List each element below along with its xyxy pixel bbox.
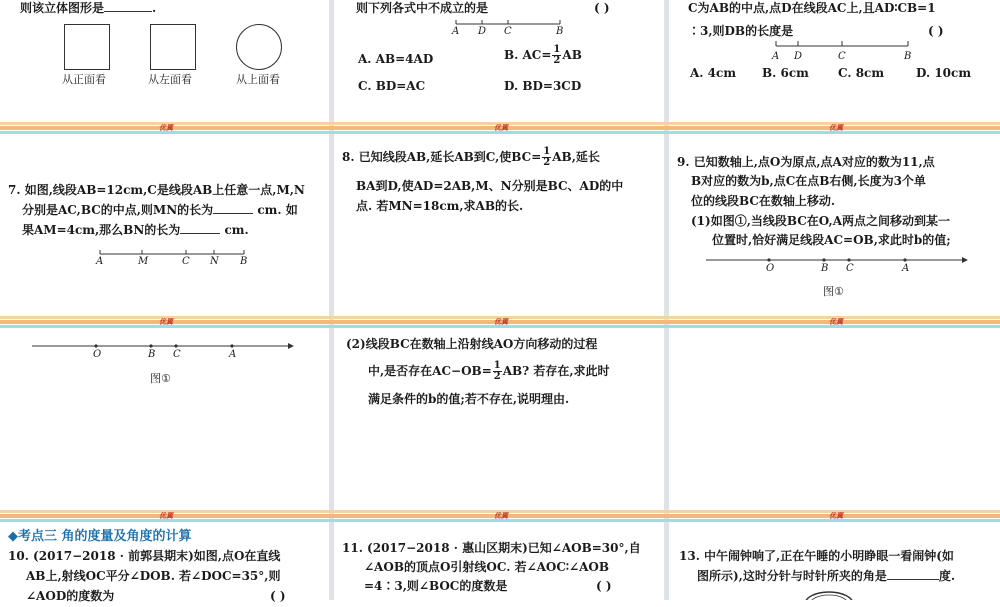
- logo: 优翼: [494, 124, 508, 132]
- q7-line: 果AM=4cm,那么BN的长为 cm.: [22, 223, 249, 237]
- answer-paren: ( ): [928, 24, 944, 38]
- figure-caption: 图①: [150, 372, 171, 385]
- q10-line: ∠AOD的度数为: [26, 589, 115, 603]
- point-label: B: [904, 51, 912, 62]
- point-label: C: [182, 256, 190, 267]
- point-label: A: [902, 263, 910, 274]
- point-label: B: [821, 263, 829, 274]
- top-view-circle: [236, 24, 282, 70]
- logo: 优翼: [159, 124, 173, 132]
- logo: 优翼: [829, 512, 843, 520]
- q10-line: 10. (2017−2018 · 前郭县期末)如图,点O在直线: [8, 549, 281, 563]
- option-b[interactable]: B. AC= $\frac{1}{2}$ AB: [504, 44, 582, 66]
- question-text: C为AB的中点,点D在线段AC上,且AD∶CB=1: [688, 1, 936, 15]
- point-label: A: [229, 349, 237, 360]
- q9-line: B对应的数为b,点C在点B右侧,长度为3个单: [691, 174, 926, 188]
- view-caption: 从上面看: [236, 73, 280, 86]
- point-label: D: [478, 26, 487, 37]
- q8-line: BA到D,使AD=2AB,M、N分别是BC、AD的中: [356, 179, 624, 193]
- row-divider: [0, 510, 1000, 522]
- logo: 优翼: [159, 318, 173, 326]
- point-label: N: [210, 256, 219, 267]
- logo: 优翼: [494, 512, 508, 520]
- q9-line: (1)如图①,当线段BC在O,A两点之间移动到某一: [691, 214, 951, 228]
- q9-part2-line: 中,是否存在AC−OB= $\frac{1}{2}$ AB? 若存在,求此时: [368, 360, 610, 382]
- segment-diagram: [96, 248, 248, 258]
- q13-line: 图所示),这时分针与时针所夹的角是 度.: [697, 569, 956, 583]
- row-divider: [0, 316, 1000, 328]
- option-a[interactable]: A. 4cm: [690, 66, 737, 80]
- view-caption: 从左面看: [148, 73, 192, 86]
- q9-part2-line: (2)线段BC在数轴上沿射线AO方向移动的过程: [346, 337, 598, 351]
- point-label: D: [794, 51, 803, 62]
- point-label: B: [240, 256, 248, 267]
- q9-line: 位的线段BC在数轴上移动.: [691, 194, 836, 208]
- logo: 优翼: [159, 512, 173, 520]
- segment-diagram: [772, 38, 912, 52]
- point-label: C: [504, 26, 512, 37]
- q11-line: ∠AOB的顶点O引射线OC. 若∠AOC∶∠AOB: [364, 560, 610, 574]
- side-view-square: [150, 24, 196, 70]
- q11-line: =4∶3,则∠BOC的度数是: [364, 579, 508, 593]
- answer-paren: ( ): [270, 589, 286, 603]
- q7-line: 分别是AC,BC的中点,则MN的长为 cm. 如: [22, 203, 298, 217]
- q8-line: 点. 若MN=18cm,求AB的长.: [356, 199, 524, 213]
- number-line: [32, 340, 294, 352]
- option-b[interactable]: B. 6cm: [762, 66, 809, 80]
- answer-paren: ( ): [594, 1, 610, 15]
- q13-line: 13. 中午闹钟响了,正在午睡的小明睁眼一看闹钟(如: [679, 549, 954, 563]
- q9-line: 位置时,恰好满足线段AC=OB,求此时b的值;: [712, 233, 951, 247]
- view-caption: 从正面看: [62, 73, 106, 86]
- point-label: A: [96, 256, 104, 267]
- option-a[interactable]: A. AB=4AD: [358, 52, 434, 66]
- row-divider: [0, 122, 1000, 134]
- point-label: B: [556, 26, 564, 37]
- logo: 优翼: [494, 318, 508, 326]
- option-c[interactable]: C. 8cm: [838, 66, 885, 80]
- section-heading: ◆考点三 角的度量及角度的计算: [8, 529, 192, 544]
- question-text: 则下列各式中不成立的是: [356, 1, 489, 15]
- point-label: O: [93, 349, 102, 360]
- point-label: A: [772, 51, 780, 62]
- question-text: 则该立体图形是 .: [20, 1, 157, 15]
- point-label: A: [452, 26, 460, 37]
- point-label: C: [838, 51, 846, 62]
- q9-line: 9. 已知数轴上,点O为原点,点A对应的数为11,点: [677, 155, 935, 169]
- q11-line: 11. (2017−2018 · 惠山区期末)已知∠AOB=30°,自: [342, 541, 641, 555]
- answer-paren: ( ): [596, 579, 612, 593]
- point-label: C: [846, 263, 854, 274]
- option-d[interactable]: D. BD=3CD: [504, 79, 582, 93]
- front-view-square: [64, 24, 110, 70]
- clock-icon: [802, 590, 856, 600]
- figure-caption: 图①: [823, 285, 844, 298]
- number-line: [706, 254, 968, 266]
- question-text: ∶3,则DB的长度是: [688, 24, 794, 38]
- q8-line: 8. 已知线段AB,延长AB到C,使BC= $\frac{1}{2}$ AB,延长: [342, 146, 600, 168]
- point-label: O: [766, 263, 775, 274]
- logo: 优翼: [829, 318, 843, 326]
- q10-line: AB上,射线OC平分∠DOB. 若∠DOC=35°,则: [26, 569, 281, 583]
- q7-line: 7. 如图,线段AB=12cm,C是线段AB上任意一点,M,N: [8, 183, 305, 197]
- q9-part2-line: 满足条件的b的值;若不存在,说明理由.: [368, 392, 570, 406]
- option-c[interactable]: C. BD=AC: [358, 79, 426, 93]
- point-label: M: [138, 256, 149, 267]
- point-label: C: [173, 349, 181, 360]
- point-label: B: [148, 349, 156, 360]
- logo: 优翼: [829, 124, 843, 132]
- option-d[interactable]: D. 10cm: [916, 66, 972, 80]
